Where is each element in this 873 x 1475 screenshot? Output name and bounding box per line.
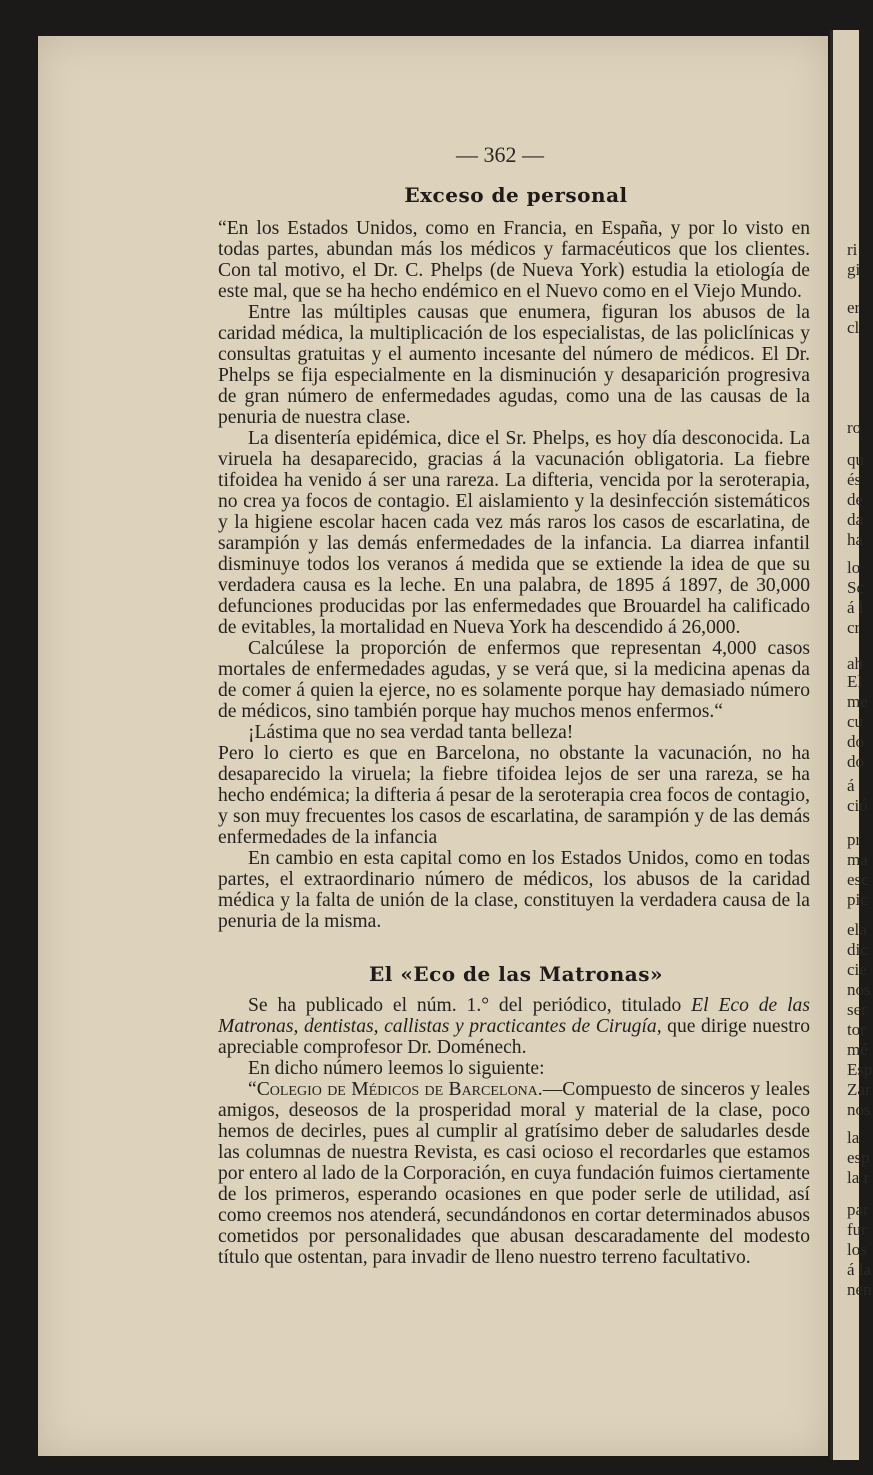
adjacent-page-fragment: mé [847,1040,868,1059]
adjacent-page-fragment: nen [847,1280,872,1299]
text-run: que dirige nuestro apreciable comprofesor Dr. Doménech. [218,1016,810,1058]
adjacent-page-fragment: ah [847,654,864,673]
adjacent-page-fragment: cl [847,318,860,337]
adjacent-page-fragment: Sc [847,578,864,597]
adjacent-page-fragment: do [847,732,864,751]
adjacent-page-fragment: nos [847,980,871,999]
paragraph: “En los Estados Unidos, como en Francia, en España, y por lo visto en todas partes, abundan más los médicos y farmacéuticos que los clientes. Con tal motivo, el Dr. C. Phelps (de Nueva York) estudia la etiología de este mal, que se ha hecho endémico en el Nuevo como en el Viejo Mundo. [218,218,810,302]
adjacent-page-fragment: nos [847,1100,871,1119]
paragraph: En dicho número leemos lo siguiente: [248,1058,545,1079]
adjacent-page-fragment: ro [847,418,862,437]
adjacent-page-edge [830,30,873,1460]
adjacent-page-fragment: ha [847,530,864,549]
adjacent-page-fragment: me [847,692,868,711]
adjacent-page-fragment: qu [847,450,864,469]
adjacent-page-fragment: la [847,1128,860,1147]
organization-name: “Colegio de Médicos de Barcelona. [248,1079,543,1100]
adjacent-page-fragment: dic [847,940,868,959]
adjacent-page-fragment: ri [847,240,858,259]
paragraph [218,995,810,1058]
adjacent-page-fragment: cr [847,618,861,637]
paragraph: En cambio en esta capital como en los Estados Unidos, como en todas partes, el extraordinario número de médicos, los abusos de la caridad médica y la falta de unión de la clase, constituyen la verdadera causa de la penuria de la misma. [218,848,810,932]
adjacent-page-fragment: El [847,672,863,691]
adjacent-page-fragment: ela [847,920,867,939]
section-title-eco-de-las-matronas: El «Eco de las Matronas» [369,962,663,986]
section-body-eco-de-las-matronas [218,995,810,1268]
paragraph: ¡Lástima que no sea verdad tanta belleza! [248,722,574,743]
section-body-exceso-de-personal [218,218,810,932]
adjacent-page-fragment: á l [847,598,864,617]
adjacent-page-fragment: la r [847,1168,870,1187]
adjacent-page-fragment: esp [847,1148,870,1167]
adjacent-page-fragment: ser [847,1000,867,1019]
adjacent-page-fragment: Zar [847,1080,871,1099]
adjacent-page-fragment: los [847,1240,867,1259]
paragraph: La disentería epidémica, dice el Sr. Phelps, es hoy día desconocida. La viruela ha desaparecido, gracias á la vacunación obligatoria. La fiebre tifoidea ha venido á ser una rareza. La difteria, vencida por la seroterapia, no crea ya focos de contagio. El aislamiento y la desinfección sistemáticos y la higiene escolar hacen cada vez más raros los casos de escarlatina, de sarampión y las demás enfermedades de la infancia. La diarrea infantil disminuye todos los veranos á medida que se extiende la idea de que su verdadera causa es la leche. En una palabra, de 1895 á 1897, de 30,000 defunciones producidas por las enfermedades que Brouardel ha calificado de evitables, la mortalidad en Nueva York ha descendido á 26,000. [218,428,810,638]
adjacent-page-fragment: de [847,490,864,509]
adjacent-page-fragment: do [847,752,864,771]
adjacent-page-fragment: á la [847,1260,872,1279]
adjacent-page-fragment: er [847,298,861,317]
adjacent-page-fragment: ció [847,796,868,815]
adjacent-page-fragment: da [847,510,864,529]
text-run: —Compuesto de sinceros y leales amigos, deseosos de la prosperidad moral y material de la clase, poco hemos de decirles, pues al cumplir al gratísimo deber de saludarles desde las columnas de nuestra Revista, es casi ocioso el recordarles que estamos por entero al lado de la Corporación, en cuya fundación fuimos ciertamente de los primeros, esperando ocasiones en que poder serle de utilidad, así como creemos nos atenderá, secundándonos en cortar determinados abusos cometidos por personalidades que abusan descaradamente del modesto título que ostentan, para invadir de lleno nuestro terreno facultativo. [218,1079,810,1268]
paragraph: Pero lo cierto es que en Barcelona, no obstante la vacunación, no ha desaparecido la viruela; la fiebre tifoidea lejos de ser una rareza, se ha hecho endémica; la difteria á pesar de la seroterapia crea focos de contagio, y son muy frecuentes los casos de escarlatina, de sarampión y de las demás enfermedades de la infancia [218,743,810,848]
adjacent-page-fragment: cie [847,960,867,979]
adjacent-page-fragment: fur [847,1220,867,1239]
adjacent-page-fragment: ma [847,850,868,869]
periodical-title: El Eco de las Matronas, dentistas, callistas y practicantes de Cirugía, [218,995,810,1037]
adjacent-page-fragment: cu [847,712,864,731]
paragraph [218,1079,810,1268]
adjacent-page-fragment: Esp [847,1060,873,1079]
page-number: — 362 — [456,142,544,167]
paragraph: Entre las múltiples causas que enumera, figuran los abusos de la caridad médica, la multiplicación de los especialistas, de las policlínicas y consultas gratuitas y el aumento incesante del número de médicos. El Dr. Phelps se fija especialmente en la disminución y desaparición progresiva de gran número de enfermedades agudas, como una de las causas de la penuria de nuestra clase. [218,302,810,428]
adjacent-page-fragment: á [847,776,855,795]
adjacent-page-fragment: gi [847,260,861,279]
adjacent-page-fragment: pr [847,830,862,849]
adjacent-page-fragment: pic [847,890,868,909]
adjacent-page-fragment: lo [847,558,861,577]
paragraph: Calcúlese la proporción de enfermos que representan 4,000 casos mortales de enfermedades agudas, y se verá que, si la medicina apenas da de comer á quien la ejerce, no es solamente porque hay demasiado número de médicos, sino también porque hay muchos menos enfermos.“ [218,638,810,722]
adjacent-page-fragment: tor [847,1020,866,1039]
adjacent-page-fragment: és [847,470,862,489]
adjacent-page-fragment: par [847,1200,869,1219]
text-run: Se ha publicado el núm. 1.° del periódico, titulado [248,995,692,1016]
adjacent-page-fragment: esc [847,870,869,889]
section-title-exceso-de-personal: Exceso de personal [404,183,628,207]
